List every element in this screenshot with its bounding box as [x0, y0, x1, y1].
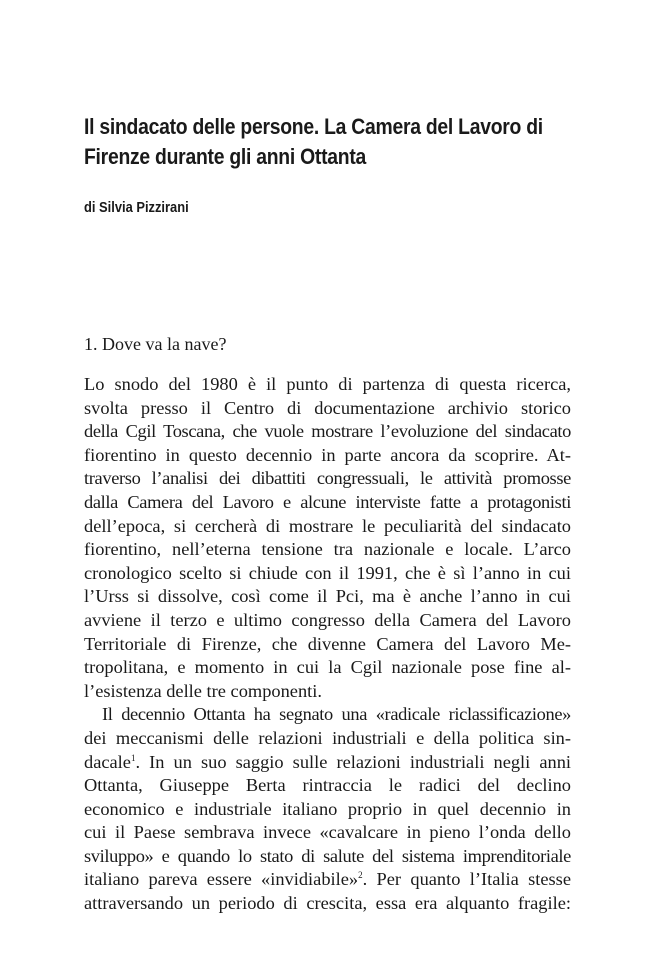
paragraph-1-line: svolta presso il Centro di documentazione archivio storico: [84, 397, 571, 418]
paragraph-1: [84, 373, 571, 703]
paragraph-1-line: l’Urss si dissolve, così come il Pci, ma è anche l’anno in cui: [84, 586, 571, 607]
paragraph-1-line: dalla Camera del Lavoro e alcune interviste fatte a protagonisti: [84, 491, 571, 512]
paragraph-1-line: avviene il terzo e ultimo congresso della Camera del Lavoro: [84, 609, 571, 630]
paragraph-1-line: dell’epoca, si cercherà di mostrare le peculiarità del sindacato: [84, 515, 571, 536]
chapter-title-line-2: Firenze durante gli anni Ottanta: [84, 144, 367, 169]
body-text: [84, 373, 571, 916]
paragraph-2-line: economico e industriale italiano proprio in quel decennio in: [84, 798, 571, 819]
paragraph-2-line: [84, 868, 571, 892]
paragraph-2-line: Ottanta, Giuseppe Berta rintraccia le radici del declino: [84, 775, 571, 796]
paragraph-2-text: dacale: [84, 751, 131, 772]
paragraph-1-line: della Cgil Toscana, che vuole mostrare l’evoluzione del sindacato: [84, 421, 571, 442]
paragraph-1-line: Territoriale di Firenze, che divenne Camera del Lavoro Me-: [84, 633, 571, 654]
paragraph-1-line: traverso l’analisi dei dibattiti congressuali, le attività promosse: [84, 468, 571, 489]
paragraph-1-line: tropolitana, e momento in cui la Cgil nazionale pose fine al-: [84, 657, 571, 678]
section-heading: 1. Dove va la nave?: [84, 334, 227, 354]
paragraph-2-line: cui il Paese sembrava invece «cavalcare in pieno l’onda dello: [84, 822, 571, 843]
paragraph-1-line: l’esistenza delle tre componenti.: [84, 680, 322, 701]
footnote-marker: 2: [358, 870, 363, 881]
paragraph-1-line: fiorentino in questo decennio in parte ancora da scoprire. At-: [84, 444, 571, 465]
paragraph-1-line: Lo snodo del 1980 è il punto di partenza di questa ricerca,: [84, 374, 571, 394]
footnote-marker: 1: [130, 752, 136, 763]
paragraph-2: [84, 703, 571, 915]
paragraph-2-line: [84, 751, 571, 775]
paragraph-2-text: italiano pareva essere «invidiabile»: [84, 869, 359, 890]
paragraph-2-text: . In un suo saggio sulle relazioni industriali negli anni: [135, 751, 571, 772]
paragraph-2-line: dei meccanismi delle relazioni industriali e della politica sin-: [84, 727, 571, 748]
paragraph-1-line: cronologico scelto si chiude con il 1991, che è sì l’anno in cui: [84, 562, 571, 583]
chapter-title: [84, 112, 543, 172]
chapter-title-line-1: Il sindacato delle persone. La Camera del Lavoro di: [84, 114, 543, 139]
paragraph-2-line: sviluppo» e quando lo stato di salute del sistema imprenditoriale: [84, 845, 571, 866]
paragraph-2-text: . Per quanto l’Italia stesse: [362, 869, 571, 890]
paragraph-2-line: attraversando un periodo di crescita, essa era alquanto fragile:: [84, 893, 571, 914]
author-byline: di Silvia Pizzirani: [84, 199, 189, 216]
paragraph-2-line: Il decennio Ottanta ha segnato una «radicale riclassificazione»: [102, 704, 571, 725]
paragraph-1-line: fiorentino, nell’eterna tensione tra nazionale e locale. L’arco: [84, 539, 571, 560]
